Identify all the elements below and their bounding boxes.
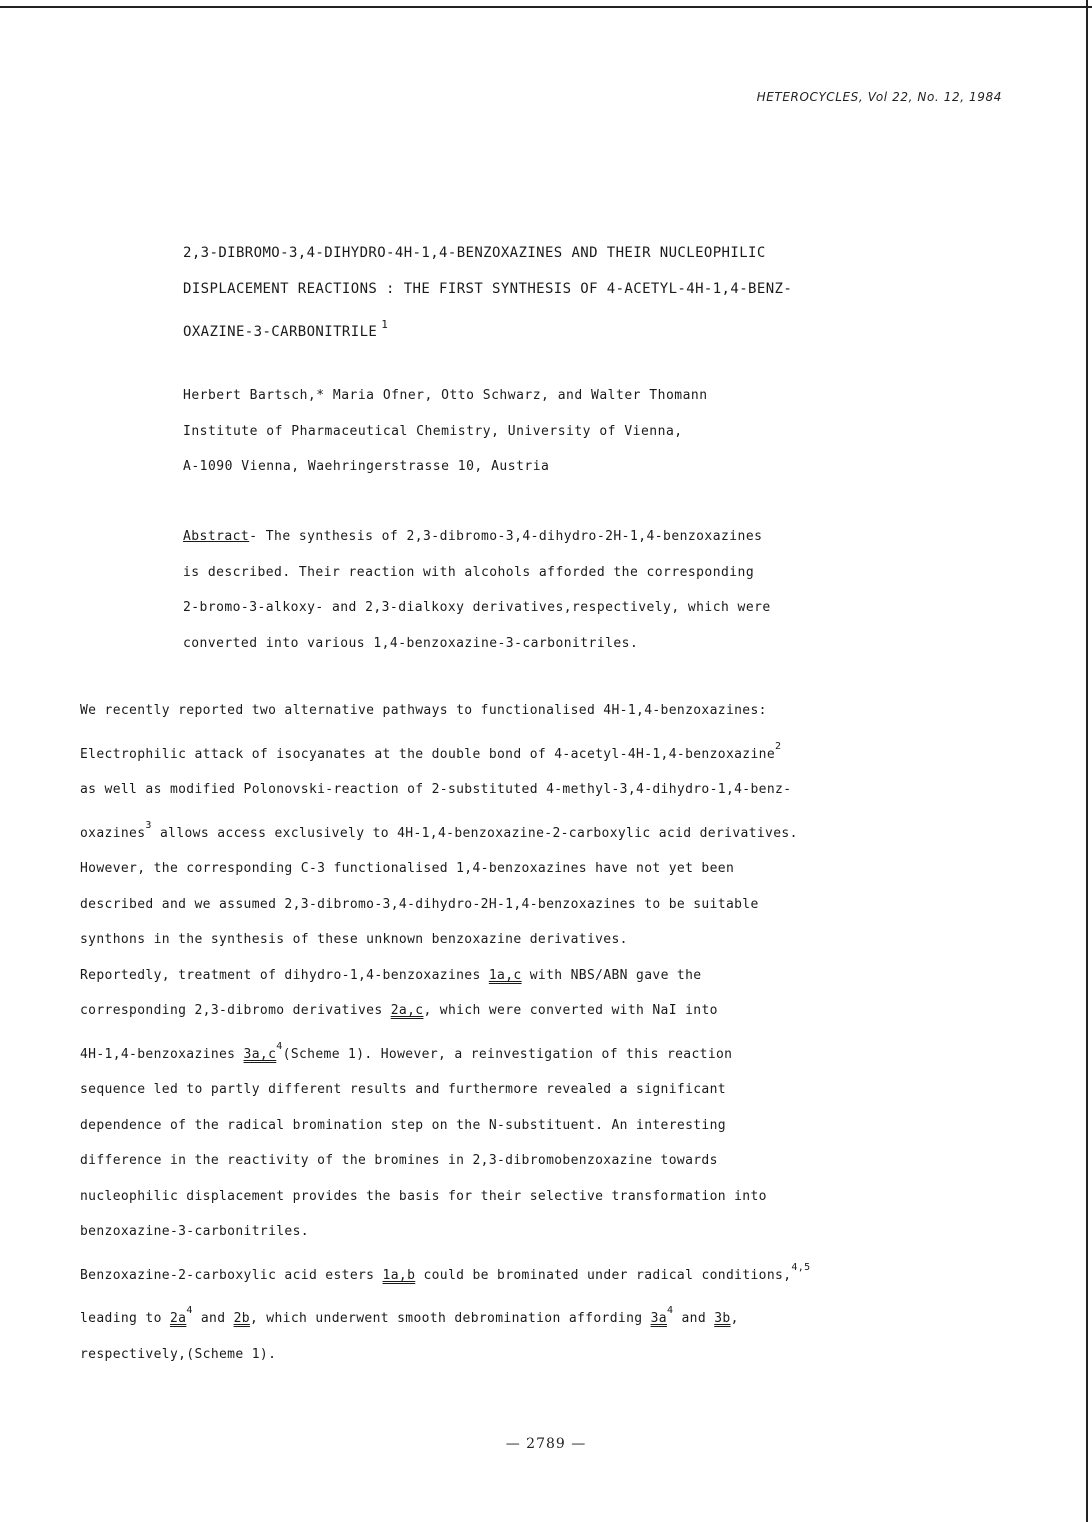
author-block: [183, 378, 943, 485]
body-text-run: leading to: [80, 1311, 170, 1326]
body-text-run: and: [192, 1311, 234, 1326]
body-line: [80, 1293, 1010, 1337]
body-text-run: and: [673, 1311, 715, 1326]
body-text-run: oxazines: [80, 825, 146, 841]
abstract-line-2: is described. Their reaction with alcohols afforded the corresponding: [183, 564, 755, 580]
compound-ref: 1a,c: [488, 967, 522, 983]
body-line: nucleophilic displacement provides the basis for their selective transformation into: [80, 1188, 767, 1204]
body-text-run: 4H-1,4-benzoxazines: [80, 1046, 244, 1062]
body-line: synthons in the synthesis of these unknown benzoxazine derivatives.: [80, 932, 628, 947]
body-text-run: with NBS/ABN gave the: [521, 967, 702, 983]
body-line: sequence led to partly different results and furthermore revealed a significant: [80, 1082, 726, 1097]
body-line: [80, 808, 1010, 852]
scan-border-top: [0, 0, 1092, 8]
compound-ref: 2b: [233, 1311, 250, 1326]
abstract-line-4: converted into various 1,4-benzoxazine-3-carbonitriles.: [183, 635, 639, 651]
body-line: However, the corresponding C-3 functionalised 1,4-benzoxazines have not yet been: [80, 861, 735, 876]
abstract-line-3: 2-bromo-3-alkoxy- and 2,3-dialkoxy derivatives,respectively, which were: [183, 600, 771, 615]
compound-ref: 3a,c: [243, 1046, 277, 1062]
abstract: [183, 519, 963, 661]
title-line-3: [183, 307, 943, 351]
title-line-3-text: OXAZINE-3-CARBONITRILE: [183, 324, 378, 340]
footnote-ref: 2: [775, 740, 782, 752]
abstract-line-1-text: - The synthesis of 2,3-dibromo-3,4-dihydro-2H-1,4-benzoxazines: [249, 529, 763, 544]
body-line: [80, 1029, 1010, 1073]
body-line: described and we assumed 2,3-dibromo-3,4-dihydro-2H-1,4-benzoxazines to be suitable: [80, 896, 759, 912]
body-line: [80, 1250, 1010, 1294]
page-number: — 2789 —: [505, 1436, 587, 1452]
footnote-ref: 4: [666, 1305, 674, 1316]
compound-ref: 2a: [169, 1311, 187, 1326]
body-line: We recently reported two alternative pathways to functionalised 4H-1,4-benzoxazines:: [80, 703, 767, 718]
body-text: [80, 693, 1010, 1372]
footnote-ref: 3: [145, 819, 152, 831]
body-line: [80, 993, 1010, 1029]
scan-border-right: [1086, 0, 1088, 1522]
compound-ref: 1a,b: [382, 1267, 416, 1283]
footnote-ref: 4: [276, 1040, 283, 1052]
body-line: as well as modified Polonovski-reaction of 2-substituted 4-methyl-3,4-dihydro-1,4-benz-: [80, 782, 792, 797]
abstract-label: Abstract: [183, 529, 250, 544]
compound-ref: 2a,c: [390, 1003, 424, 1018]
body-line: [80, 729, 1010, 773]
compound-ref: 3b: [714, 1311, 731, 1326]
body-text-run: corresponding 2,3-dibromo derivatives: [80, 1003, 391, 1018]
author-names: Herbert Bartsch,* Maria Ofner, Otto Schwarz, and Walter Thomann: [183, 388, 708, 403]
body-line: benzoxazine-3-carbonitriles.: [80, 1224, 309, 1239]
body-text-run: , which were converted with NaI into: [423, 1003, 718, 1018]
body-line: dependence of the radical bromination step on the N-substituent. An interesting: [80, 1117, 726, 1133]
body-line: [80, 958, 1010, 994]
body-text-run: (Scheme 1). However, a reinvestigation of this reaction: [282, 1046, 733, 1062]
footnote-ref: 4,5: [791, 1261, 811, 1273]
footnote-ref: 4: [186, 1305, 193, 1316]
body-line: respectively,(Scheme 1).: [80, 1346, 277, 1362]
title-line-1: 2,3-DIBROMO-3,4-DIHYDRO-4H-1,4-BENZOXAZINES AND THEIR NUCLEOPHILIC: [183, 245, 766, 261]
title-footnote-ref: 1: [381, 318, 389, 331]
body-text-run: , which underwent smooth debromination affording: [249, 1311, 651, 1326]
body-text-run: Reportedly, treatment of dihydro-1,4-benzoxazines: [80, 967, 489, 983]
author-address: A-1090 Vienna, Waehringerstrasse 10, Austria: [183, 459, 550, 474]
title-line-2: DISPLACEMENT REACTIONS : THE FIRST SYNTHESIS OF 4-ACETYL-4H-1,4-BENZ-: [183, 280, 793, 297]
body-text-run: Electrophilic attack of isocyanates at the double bond of 4-acetyl-4H-1,4-benzoxazine: [80, 746, 776, 762]
body-text-run: ,: [730, 1311, 739, 1326]
body-line: difference in the reactivity of the bromines in 2,3-dibromobenzoxazine towards: [80, 1153, 718, 1168]
body-text-run: could be brominated under radical conditions,: [415, 1267, 792, 1283]
running-head: HETEROCYCLES, Vol 22, No. 12, 1984: [756, 90, 1002, 104]
body-text-run: allows access exclusively to 4H-1,4-benzoxazine-2-carboxylic acid derivatives.: [151, 825, 798, 841]
article-title: [183, 236, 943, 351]
author-institution: Institute of Pharmaceutical Chemistry, University of Vienna,: [183, 423, 683, 439]
compound-ref: 3a: [650, 1311, 667, 1326]
body-text-run: Benzoxazine-2-carboxylic acid esters: [80, 1267, 383, 1283]
abstract-line-1: [183, 519, 963, 555]
